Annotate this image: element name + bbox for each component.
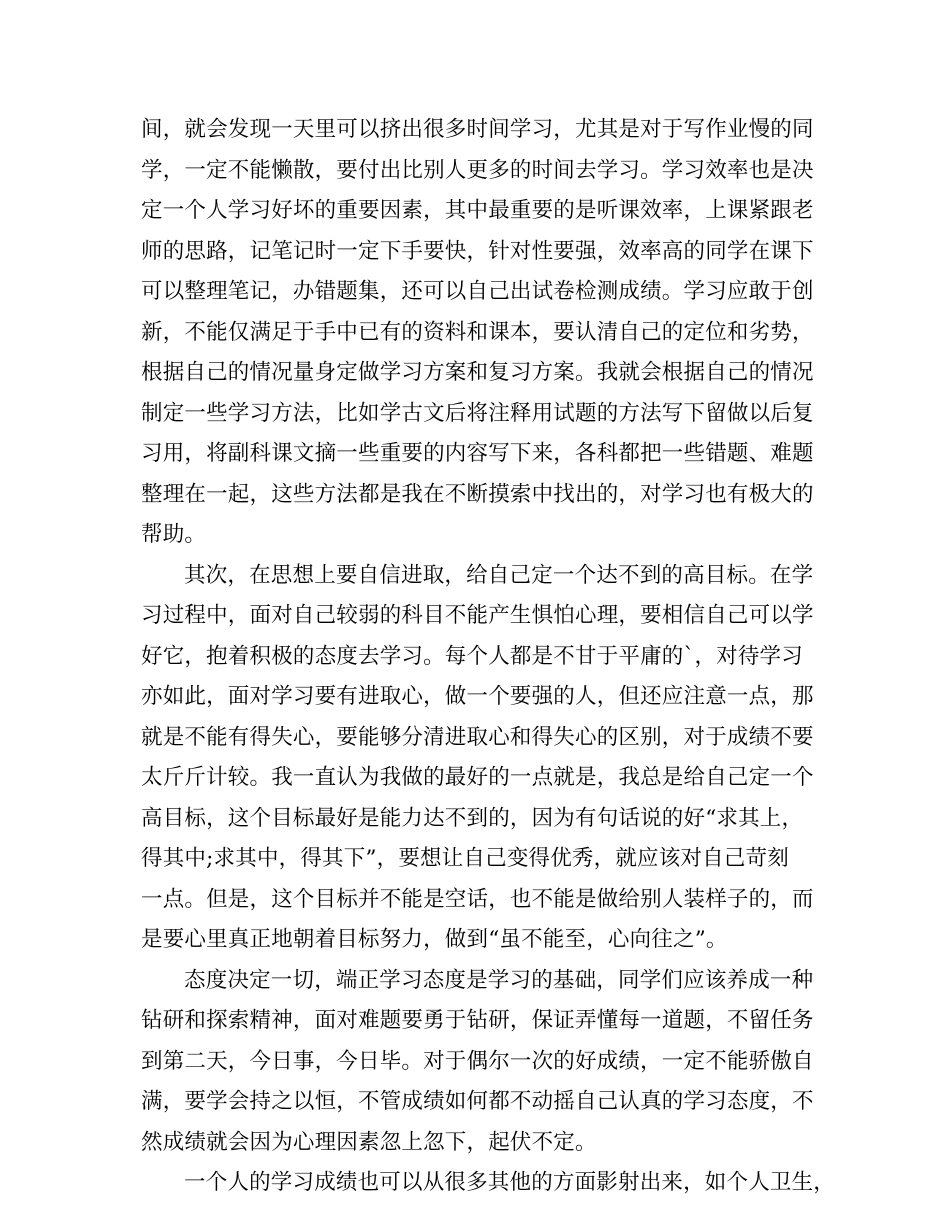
text-line: 定一个人学习好坏的重要因素，其中最重要的是听课效率，上课紧跟老 [141,198,814,223]
text-line: 新，不能仅满足于手中已有的资料和课本，要认清自己的定位和劣势， [141,319,814,345]
text-line: 一点。但是，这个目标并不能是空话，也不能是做给别人装样子的，而 [141,886,814,912]
text-line: 得其中;求其中，得其下”，要想让自己变得优秀，就应该对自己苛刻 [141,846,789,871]
text-line: 钻研和探索精神，面对难题要勇于钻研，保证弄懂每一道题，不留任务 [141,1008,814,1033]
text-line: 师的思路，记笔记时一定下手要快，针对性要强，效率高的同学在课下 [141,238,814,264]
text-line: 制定一些学习方法，比如学古文后将注释用试题的方法写下留做以后复 [141,400,814,426]
text-line: 间，就会发现一天里可以挤出很多时间学习，尤其是对于写作业慢的同 [141,117,814,142]
text-line: 习过程中，面对自己较弱的科目不能产生惧怕心理，要相信自己可以学 [141,603,814,628]
text-line: 整理在一起，这些方法都是我在不断摸索中找出的，对学习也有极大的 [141,481,814,507]
text-line: 太斤斤计较。我一直认为我做的最好的一点就是，我总是给自己定一个 [141,765,814,790]
text-line: 帮助。 [141,522,207,547]
paragraph-start-line: 一个人的学习成绩也可以从很多其他的方面影射出来，如个人卫生， [184,1170,836,1195]
text-line: 到第二天，今日事，今日毕。对于偶尔一次的好成绩，一定不能骄傲自 [141,1048,814,1074]
text-line: 就是不能有得失心，要能够分清进取心和得失心的区别，对于成绩不要 [141,724,814,750]
document-body-text [141,110,836,1204]
text-line: 习用，将副科课文摘一些重要的内容写下来，各科都把一些错题、难题 [141,441,814,466]
text-line: 亦如此，面对学习要有进取心，做一个要强的人，但还应注意一点，那 [141,684,814,709]
text-line: 是要心里真正地朝着目标努力，做到“虽不能至，心向往之”。 [141,927,728,952]
text-line: 可以整理笔记，办错题集，还可以自己出试卷检测成绩。学习应敢于创 [141,279,814,304]
text-line: 满，要学会持之以恒，不管成绩如何都不动摇自己认真的学习态度，不 [141,1089,814,1114]
text-line: 根据自己的情况量身定做学习方案和复习方案。我就会根据自己的情况 [141,360,814,385]
text-line: 学，一定不能懒散，要付出比别人更多的时间去学习。学习效率也是决 [141,157,814,183]
text-line: 高目标，这个目标最好是能力达不到的，因为有句话说的好“求其上， [141,805,804,831]
text-line: 好它，抱着积极的态度去学习。每个人都是不甘于平庸的`，对待学习 [141,643,803,669]
paragraph-start-line: 态度决定一切，端正学习态度是学习的基础，同学们应该养成一种 [184,967,814,993]
paragraph-start-line: 其次，在思想上要自信进取，给自己定一个达不到的高目标。在学 [184,562,814,588]
text-line: 然成绩就会因为心理因素忽上忽下，起伏不定。 [141,1129,597,1155]
